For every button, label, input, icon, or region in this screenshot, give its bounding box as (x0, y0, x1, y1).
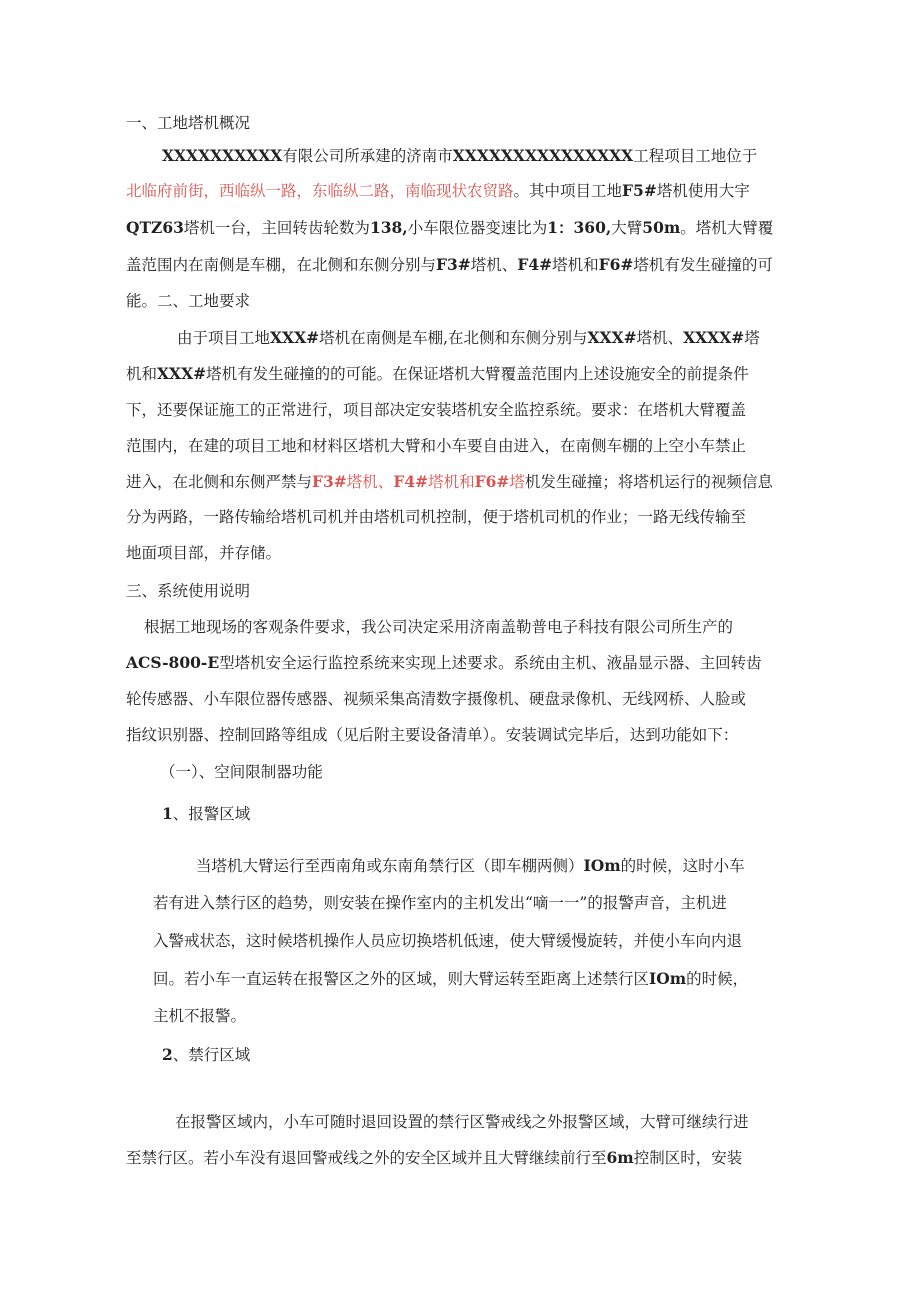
alarm-para-line5: 主机不报警。 (153, 1007, 247, 1025)
alarm-para-line3: 入警戒状态，这时候塔机操作人员应切换塔机低速，使大臂缓慢旋转，并使小车向内退 (153, 932, 743, 950)
section3-line3: 轮传感器、小车限位器传感器、视频采集高清数字摄像机、硬盘录像机、无线网桥、人脸或 (126, 690, 747, 708)
section2-line4: 范围内，在建的项目工地和材料区塔机大臂和小车要自由进入，在南侧车棚的上空小车禁止 (126, 437, 747, 455)
item-forbidden-zone: 2、禁行区域 (162, 1045, 251, 1064)
item-alarm-zone: 1、报警区域 (162, 804, 251, 823)
subsection-space-limiter: （一）、空间限制器功能 (160, 763, 323, 781)
section1-line2: 北临府前街，西临纵一路，东临纵二路，南临现状农贸路。其中项目工地F5#塔机使用大宇 (126, 181, 750, 200)
alarm-para-line2: 若有进入禁行区的趋势，则安装在操作室内的主机发出“嘀一一”的报警声音，主机进 (153, 894, 727, 912)
section1-line4: 盖范围内在南侧是车棚，在北侧和东侧分别与F3#塔机、F4#塔机和F6#塔机有发生碰撞的可 (126, 255, 773, 274)
section3-line1: 根据工地现场的客观条件要求，我公司决定采用济南盖勒普电子科技有限公司所生产的 (144, 618, 734, 636)
section2-line7: 地面项目部，并存储。 (126, 544, 282, 562)
section2-line2: 机和XXX#塔机有发生碰撞的的可能。在保证塔机大臂覆盖范围内上述设施安全的前提条件 (126, 364, 749, 383)
section1-line5: 能。二、工地要求 (126, 292, 251, 310)
section2-line6: 分为两路，一路传输给塔机司机并由塔机司机控制，便于塔机司机的作业；一路无线传输至 (126, 508, 747, 526)
section3-line2: ACS-800-E型塔机安全运行监控系统来实现上述要求。系统由主机、液晶显示器、主回转齿 (126, 653, 762, 672)
location-text: 北临府前街，西临纵一路，东临纵二路，南临现状农贸路 (126, 182, 514, 200)
section2-line3: 下，还要保证施工的正常进行，项目部决定安装塔机安全监控系统。要求：在塔机大臂覆盖 (126, 401, 747, 419)
alarm-para-line4: 回。若小车一直运转在报警区之外的区域，则大臂运转至距离上述禁行区IOm的时候， (153, 969, 749, 988)
section1-line3: QTZ63塔机一台，主回转齿轮数为138,小车限位器变速比为1：360,大臂50m。塔机大臂覆 (126, 218, 774, 237)
section2-line1: 由于项目工地XXX#塔机在南侧是车棚,在北侧和东侧分别与XXX#塔机、XXXX#塔 (177, 328, 760, 347)
section3-heading: 三、系统使用说明 (126, 582, 251, 600)
section2-line5: 进入，在北侧和东侧严禁与F3#塔机、F4#塔机和F6#塔机发生碰撞；将塔机运行的视频信息 (126, 472, 773, 491)
alarm-para-line1: 当塔机大臂运行至西南角或东南角禁行区（即车棚两侧）IOm的时候，这时小车 (196, 856, 745, 875)
section3-line4: 指纹识别器、控制回路等组成（见后附主要设备清单）。安装调试完毕后，达到功能如下： (126, 726, 739, 744)
section1-heading: 一、工地塔机概况 (126, 114, 251, 132)
section1-line1: XXXXXXXXXX有限公司所承建的济南市XXXXXXXXXXXXXXX工程项目工地位于 (162, 146, 758, 165)
forbidden-para-line1: 在报警区域内，小车可随时退回设置的禁行区警戒线之外报警区域，大臂可继续行进 (175, 1113, 749, 1131)
forbidden-para-line2: 至禁行区。若小车没有退回警戒线之外的安全区域并且大臂继续前行至6m控制区时，安装 (126, 1148, 743, 1167)
